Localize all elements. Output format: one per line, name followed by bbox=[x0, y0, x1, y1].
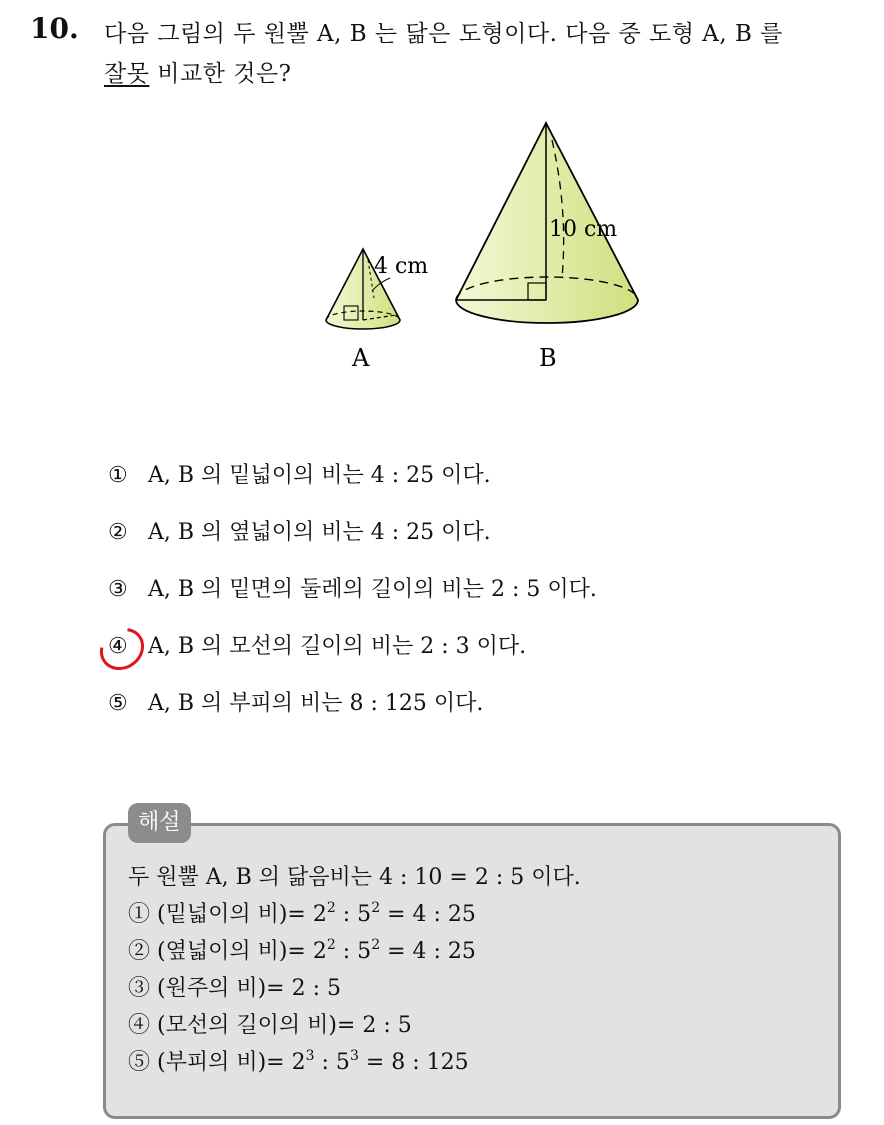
choice-text: A, B 의 모선의 길이의 비는 2 : 3 이다. bbox=[148, 634, 527, 659]
exponent: 3 bbox=[349, 1048, 359, 1064]
choice-number: ⑤ bbox=[108, 691, 128, 716]
solution-text: : 5 bbox=[335, 902, 372, 927]
question-line-2: 비교한 것은? bbox=[149, 61, 292, 87]
solution-text: (모선의 길이의 비)= 2 : 5 bbox=[157, 1013, 412, 1038]
question-number: 10. bbox=[30, 12, 79, 45]
solution-text: (밑넓이의 비)= 2 bbox=[157, 902, 327, 927]
solution-text: (부피의 비)= 2 bbox=[157, 1050, 306, 1075]
choice-text: A, B 의 밑넓이의 비는 4 : 25 이다. bbox=[148, 463, 491, 488]
solution-text: = 4 : 25 bbox=[380, 939, 476, 964]
solution-text: : 5 bbox=[314, 1050, 350, 1075]
answer-circle-mark bbox=[92, 619, 153, 678]
solution-text: (옆넓이의 비)= 2 bbox=[157, 939, 327, 964]
question-text bbox=[104, 14, 874, 94]
solution-num: ② bbox=[128, 939, 151, 964]
exponent: 2 bbox=[371, 937, 381, 953]
choice-number: ① bbox=[108, 463, 128, 488]
cone-a bbox=[326, 249, 428, 372]
solution-line-1 bbox=[128, 896, 476, 934]
choice-2[interactable] bbox=[108, 513, 491, 553]
solution-num: ④ bbox=[128, 1013, 151, 1038]
solution-num: ③ bbox=[128, 976, 151, 1001]
cone-a-label: A bbox=[352, 344, 370, 372]
solution-intro: 두 원뿔 A, B 의 닮음비는 4 : 10 = 2 : 5 이다. bbox=[128, 865, 581, 890]
solution-text: : 5 bbox=[335, 939, 372, 964]
cone-a-height-label: 4 cm bbox=[374, 254, 429, 279]
choice-4[interactable] bbox=[108, 627, 526, 667]
solution-text: = 8 : 125 bbox=[358, 1050, 469, 1075]
cones-figure bbox=[300, 110, 660, 380]
choice-5[interactable] bbox=[108, 684, 483, 724]
choice-text: A, B 의 밑면의 둘레의 길이의 비는 2 : 5 이다. bbox=[148, 577, 597, 602]
solution-num: ① bbox=[128, 902, 151, 927]
underlined-word: 잘못 bbox=[104, 61, 150, 87]
solution-text: (원주의 비)= 2 : 5 bbox=[157, 976, 342, 1001]
cone-b bbox=[456, 123, 638, 372]
choice-3[interactable] bbox=[108, 570, 597, 610]
choice-number: ② bbox=[108, 520, 128, 545]
choice-number-glyph: ④ bbox=[108, 634, 128, 659]
choice-text: A, B 의 부피의 비는 8 : 125 이다. bbox=[148, 691, 484, 716]
solution-line-2 bbox=[128, 933, 476, 971]
solution-line-3 bbox=[128, 970, 341, 1008]
question-line-1: 다음 그림의 두 원뿔 A, B 는 닮은 도형이다. 다음 중 도형 A, B 를 bbox=[104, 21, 783, 47]
choice-1[interactable] bbox=[108, 456, 491, 496]
exponent: 2 bbox=[326, 937, 336, 953]
cone-b-height-label: 10 cm bbox=[549, 217, 618, 242]
solution-line-4 bbox=[128, 1007, 412, 1045]
exponent: 2 bbox=[326, 900, 336, 916]
solution-text: = 4 : 25 bbox=[380, 902, 476, 927]
solution-num: ⑤ bbox=[128, 1050, 151, 1075]
exponent: 2 bbox=[371, 900, 381, 916]
solution-line-5 bbox=[128, 1044, 469, 1082]
solution-label: 해설 bbox=[128, 803, 191, 843]
exponent: 3 bbox=[305, 1048, 315, 1064]
choice-number bbox=[108, 627, 148, 667]
cone-b-label: B bbox=[539, 344, 557, 372]
choice-number: ③ bbox=[108, 577, 128, 602]
choice-text: A, B 의 옆넓이의 비는 4 : 25 이다. bbox=[148, 520, 491, 545]
